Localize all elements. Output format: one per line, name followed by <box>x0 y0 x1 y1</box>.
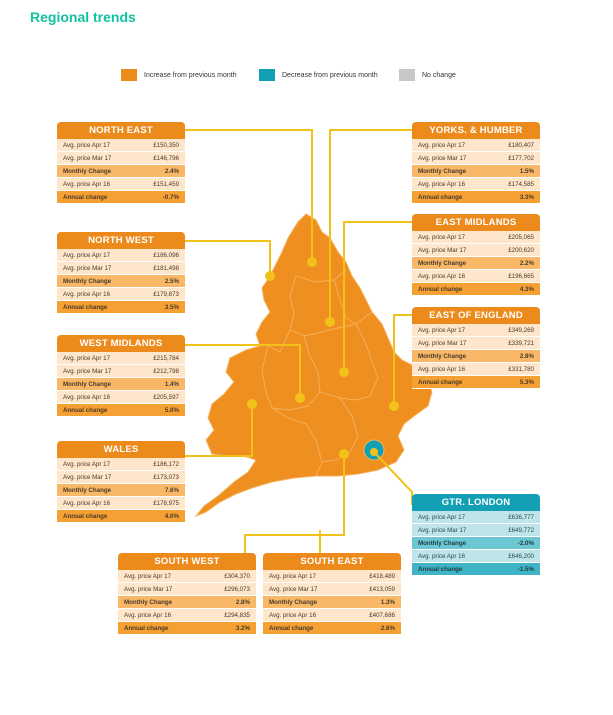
row-label: Monthly Change <box>63 277 112 285</box>
region-row <box>57 484 185 497</box>
row-label: Monthly Change <box>269 598 318 606</box>
region-box-south-west <box>118 553 256 635</box>
row-value: £205,065 <box>508 233 534 241</box>
region-row <box>412 139 540 152</box>
region-row <box>412 511 540 524</box>
region-row <box>263 622 401 635</box>
row-label: Avg. price Apr 16 <box>63 180 111 188</box>
region-row <box>412 537 540 550</box>
row-label: Annual change <box>418 378 463 386</box>
region-name: YORKS. & HUMBER <box>412 122 540 139</box>
region-box-west-midlands <box>57 335 185 417</box>
row-label: Monthly Change <box>124 598 173 606</box>
region-box-gtr-london <box>412 494 540 576</box>
row-value: £205,597 <box>153 393 179 401</box>
row-value: £180,407 <box>508 141 534 149</box>
row-value: 5.0% <box>164 406 179 414</box>
row-value: £649,772 <box>508 526 534 534</box>
row-label: Avg. price Apr 16 <box>63 393 111 401</box>
region-row <box>118 596 256 609</box>
row-value: £173,073 <box>153 473 179 481</box>
row-label: Avg. price Apr 16 <box>63 499 111 507</box>
row-label: Avg. price Apr 17 <box>124 572 172 580</box>
row-value: £181,498 <box>153 264 179 272</box>
row-value: £179,873 <box>153 290 179 298</box>
row-value: 2.6% <box>380 624 395 632</box>
row-label: Avg. price Mar 17 <box>63 367 112 375</box>
row-label: Avg. price Apr 16 <box>418 552 466 560</box>
row-value: -2.0% <box>517 539 534 547</box>
region-row <box>412 376 540 389</box>
row-label: Avg. price Mar 17 <box>418 154 467 162</box>
row-label: Avg. price Apr 17 <box>418 513 466 521</box>
row-value: 3.2% <box>235 624 250 632</box>
row-label: Annual change <box>124 624 169 632</box>
row-value: £331,780 <box>508 365 534 373</box>
region-row <box>57 365 185 378</box>
row-value: £636,777 <box>508 513 534 521</box>
row-label: Avg. price Apr 17 <box>269 572 317 580</box>
row-value: 2.2% <box>519 259 534 267</box>
row-label: Annual change <box>63 512 108 520</box>
region-box-east-of-england <box>412 307 540 389</box>
region-row <box>57 275 185 288</box>
row-label: Avg. price Apr 17 <box>63 354 111 362</box>
row-label: Avg. price Apr 17 <box>418 233 466 241</box>
row-value: 1.3% <box>380 598 395 606</box>
row-label: Monthly Change <box>63 486 112 494</box>
row-label: Avg. price Apr 17 <box>63 251 111 259</box>
row-value: £200,620 <box>508 246 534 254</box>
region-row <box>57 249 185 262</box>
region-row <box>57 178 185 191</box>
row-label: Avg. price Mar 17 <box>124 585 173 593</box>
legend-nochange-label: No change <box>422 71 456 79</box>
row-label: Avg. price Mar 17 <box>418 526 467 534</box>
region-row <box>118 583 256 596</box>
region-row <box>412 178 540 191</box>
row-label: Annual change <box>418 285 463 293</box>
row-value: -1.5% <box>517 565 534 573</box>
region-row <box>57 288 185 301</box>
row-label: Monthly Change <box>418 167 467 175</box>
row-value: £215,784 <box>153 354 179 362</box>
row-value: 3.3% <box>519 193 534 201</box>
row-value: 7.6% <box>164 486 179 494</box>
row-label: Monthly Change <box>63 380 112 388</box>
region-row <box>118 622 256 635</box>
region-row <box>412 165 540 178</box>
row-label: Annual change <box>63 303 108 311</box>
region-box-north-east <box>57 122 185 204</box>
region-row <box>263 596 401 609</box>
region-name: WEST MIDLANDS <box>57 335 185 352</box>
row-value: 1.5% <box>519 167 534 175</box>
row-value: £178,975 <box>153 499 179 507</box>
row-value: 4.3% <box>519 285 534 293</box>
row-value: 2.5% <box>164 277 179 285</box>
row-label: Avg. price Mar 17 <box>418 246 467 254</box>
row-value: -0.7% <box>162 193 179 201</box>
region-name: NORTH EAST <box>57 122 185 139</box>
row-label: Avg. price Mar 17 <box>63 264 112 272</box>
region-name: NORTH WEST <box>57 232 185 249</box>
region-row <box>57 139 185 152</box>
region-row <box>57 404 185 417</box>
row-value: £339,721 <box>508 339 534 347</box>
region-row <box>263 583 401 596</box>
row-value: £212,798 <box>153 367 179 375</box>
row-label: Annual change <box>269 624 314 632</box>
row-label: Annual change <box>63 406 108 414</box>
row-value: 2.8% <box>235 598 250 606</box>
row-label: Monthly Change <box>418 352 467 360</box>
region-name: SOUTH WEST <box>118 553 256 570</box>
row-value: £418,489 <box>369 572 395 580</box>
region-box-yorks-humber <box>412 122 540 204</box>
region-row <box>263 609 401 622</box>
row-label: Avg. price Apr 16 <box>418 180 466 188</box>
region-box-north-west <box>57 232 185 314</box>
row-value: £407,686 <box>369 611 395 619</box>
region-row <box>57 378 185 391</box>
row-label: Monthly Change <box>418 259 467 267</box>
row-value: 5.3% <box>519 378 534 386</box>
region-row <box>57 262 185 275</box>
region-row <box>118 609 256 622</box>
row-value: £150,350 <box>153 141 179 149</box>
region-row <box>412 270 540 283</box>
region-row <box>57 391 185 404</box>
region-row <box>412 337 540 350</box>
region-name: WALES <box>57 441 185 458</box>
row-value: 4.0% <box>164 512 179 520</box>
row-label: Avg. price Apr 17 <box>63 141 111 149</box>
region-row <box>263 570 401 583</box>
row-label: Avg. price Apr 16 <box>269 611 317 619</box>
row-label: Avg. price Apr 16 <box>418 272 466 280</box>
row-label: Monthly Change <box>63 167 112 175</box>
region-box-south-east <box>263 553 401 635</box>
row-value: 2.4% <box>164 167 179 175</box>
row-label: Avg. price Mar 17 <box>63 473 112 481</box>
region-row <box>412 191 540 204</box>
region-row <box>57 510 185 523</box>
region-row <box>57 301 185 314</box>
region-name: EAST OF ENGLAND <box>412 307 540 324</box>
region-row <box>412 363 540 376</box>
row-value: £196,665 <box>508 272 534 280</box>
row-value: £174,585 <box>508 180 534 188</box>
row-value: £296,073 <box>224 585 250 593</box>
row-label: Annual change <box>418 565 463 573</box>
row-label: Avg. price Apr 17 <box>63 460 111 468</box>
row-label: Avg. price Mar 17 <box>418 339 467 347</box>
region-row <box>412 152 540 165</box>
row-value: £186,172 <box>153 460 179 468</box>
region-row <box>57 152 185 165</box>
region-name: EAST MIDLANDS <box>412 214 540 231</box>
region-row <box>57 352 185 365</box>
region-box-east-midlands <box>412 214 540 296</box>
region-row <box>412 563 540 576</box>
region-row <box>412 550 540 563</box>
row-value: £646,200 <box>508 552 534 560</box>
row-label: Avg. price Apr 17 <box>418 326 466 334</box>
region-row <box>118 570 256 583</box>
region-row <box>412 244 540 257</box>
row-value: £146,796 <box>153 154 179 162</box>
legend-decrease-label: Decrease from previous month <box>282 71 378 79</box>
row-label: Avg. price Apr 16 <box>63 290 111 298</box>
region-row <box>412 283 540 296</box>
page-title: Regional trends <box>30 9 136 25</box>
row-label: Avg. price Apr 16 <box>418 365 466 373</box>
row-label: Annual change <box>63 193 108 201</box>
row-value: £151,459 <box>153 180 179 188</box>
region-row <box>412 350 540 363</box>
region-row <box>57 458 185 471</box>
row-label: Avg. price Mar 17 <box>269 585 318 593</box>
row-value: £177,702 <box>508 154 534 162</box>
row-value: 1.4% <box>164 380 179 388</box>
region-row <box>57 165 185 178</box>
region-row <box>412 231 540 244</box>
row-value: £349,269 <box>508 326 534 334</box>
region-box-wales <box>57 441 185 523</box>
region-row <box>57 497 185 510</box>
legend-increase-label: Increase from previous month <box>144 71 237 79</box>
row-label: Avg. price Apr 17 <box>418 141 466 149</box>
region-name: SOUTH EAST <box>263 553 401 570</box>
row-value: 3.5% <box>164 303 179 311</box>
region-row <box>412 257 540 270</box>
region-row <box>57 471 185 484</box>
row-value: £304,370 <box>224 572 250 580</box>
row-label: Monthly Change <box>418 539 467 547</box>
region-row <box>57 191 185 204</box>
row-label: Avg. price Apr 16 <box>124 611 172 619</box>
row-value: £294,835 <box>224 611 250 619</box>
row-value: £186,096 <box>153 251 179 259</box>
row-value: £413,059 <box>369 585 395 593</box>
row-label: Avg. price Mar 17 <box>63 154 112 162</box>
row-value: 2.8% <box>519 352 534 360</box>
region-row <box>412 524 540 537</box>
row-label: Annual change <box>418 193 463 201</box>
region-name: GTR. LONDON <box>412 494 540 511</box>
region-row <box>412 324 540 337</box>
